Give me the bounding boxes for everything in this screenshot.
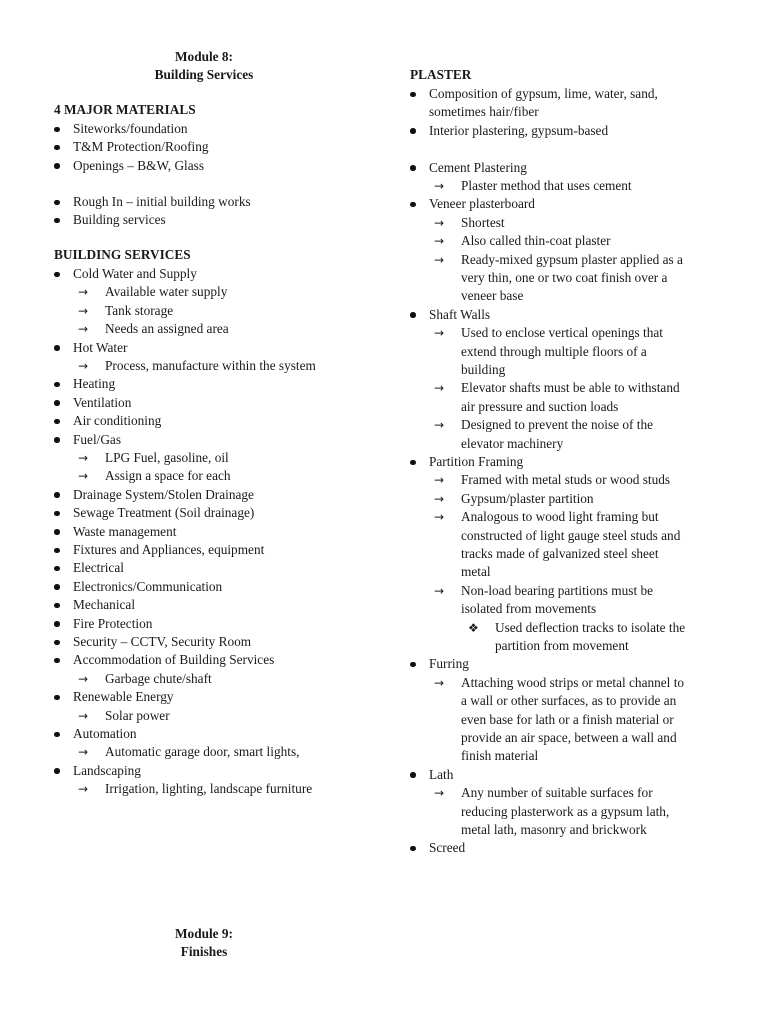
- module8-subtitle: Building Services: [154, 67, 254, 82]
- plaster-subitem-text: Attaching wood strips or metal channel to: [461, 674, 685, 690]
- bullet-icon: [54, 272, 60, 278]
- plaster-item-cont-text: sometimes hair/fiber: [429, 104, 539, 120]
- plaster-subitem-cont-text: veneer base: [461, 288, 524, 304]
- plaster-subitem-cont-text: extend through multiple floors of a: [461, 343, 647, 359]
- arrow-icon: →: [434, 215, 445, 230]
- plaster-subitem-cont-text: metal lath, masonry and brickwork: [461, 822, 647, 837]
- service-item-text: Security – CCTV, Security Room: [73, 634, 252, 649]
- plaster-subitem-text: Analogous to wood light framing but: [461, 509, 659, 525]
- bullet-icon: [54, 200, 60, 206]
- plaster-subitem-cont-text: elevator machinery: [461, 435, 564, 451]
- arrow-icon: →: [434, 418, 445, 433]
- bullet-icon: [54, 382, 60, 388]
- arrow-icon: →: [434, 326, 445, 341]
- building-services-heading: BUILDING SERVICES: [54, 247, 191, 262]
- plaster-item-text: Interior plastering, gypsum-based: [429, 122, 609, 138]
- service-subitem-text: Process, manufacture within the system: [105, 358, 316, 373]
- major-materials-heading: 4 MAJOR MATERIALS: [54, 102, 196, 117]
- service-item-text: Fuel/Gas: [73, 431, 122, 447]
- plaster-subsubitem-cont-text: partition from movement: [495, 638, 629, 653]
- bullet-icon: [54, 566, 60, 572]
- service-subitem-text: Tank storage: [105, 302, 174, 318]
- plaster-subitem-text: Designed to prevent the noise of the: [461, 417, 654, 433]
- service-item-text: Drainage System/Stolen Drainage: [73, 486, 254, 502]
- bullet-icon: [410, 202, 416, 208]
- bullet-icon: [54, 548, 60, 554]
- bullet-icon: [410, 846, 416, 852]
- service-item-text: Hot Water: [73, 339, 128, 355]
- service-subitem-text: Available water supply: [105, 284, 228, 300]
- major-material-item-text: Openings – B&W, Glass: [73, 157, 205, 173]
- plaster-subitem-cont-text: air pressure and suction loads: [461, 398, 619, 414]
- plaster-subsubitem-text: Used deflection tracks to isolate the: [495, 619, 686, 635]
- arrow-icon: →: [78, 285, 89, 300]
- plaster-subitem-text: Also called thin-coat plaster: [461, 233, 611, 249]
- arrow-icon: →: [434, 675, 445, 690]
- bullet-icon: [54, 732, 60, 738]
- plaster-subitem-text: Shortest: [461, 214, 505, 230]
- plaster-subitem-cont-text: provide an air space, between a wall and: [461, 730, 677, 745]
- plaster-subitem-cont-text: very thin, one or two coat finish over a: [461, 270, 668, 285]
- bullet-icon: [54, 603, 60, 609]
- plaster-heading: PLASTER: [410, 67, 472, 82]
- arrow-icon: →: [78, 745, 89, 760]
- bullet-icon: [54, 621, 60, 627]
- arrow-icon: →: [434, 473, 445, 488]
- bullet-icon: [410, 460, 416, 466]
- diamond-bullet-icon: ❖: [468, 620, 479, 635]
- arrow-icon: →: [78, 322, 89, 337]
- service-item-text: Electronics/Communication: [73, 578, 223, 594]
- arrow-icon: →: [434, 252, 445, 267]
- arrow-icon: →: [434, 381, 445, 396]
- service-subitem-text: Solar power: [105, 707, 170, 723]
- module8-title: Module 8:: [175, 49, 233, 64]
- bullet-icon: [54, 437, 60, 443]
- service-item-text: Fire Protection: [73, 615, 153, 631]
- arrow-icon: →: [434, 234, 445, 249]
- bullet-icon: [54, 127, 60, 133]
- bullet-icon: [54, 695, 60, 701]
- plaster-subitem-text: Any number of suitable surfaces for: [461, 785, 653, 801]
- arrow-icon: →: [434, 179, 445, 193]
- arrow-icon: →: [434, 491, 445, 506]
- bullet-icon: [54, 218, 60, 224]
- arrow-icon: →: [78, 469, 89, 484]
- bullet-icon: [410, 662, 416, 668]
- plaster-subitem-cont-text: even base for lath or a finish material or: [461, 711, 674, 727]
- service-item-text: Waste management: [73, 523, 177, 539]
- arrow-icon: →: [78, 671, 89, 686]
- plaster-item-text: Cement Plastering: [429, 159, 527, 175]
- plaster-subitem-text: Gypsum/plaster partition: [461, 490, 594, 506]
- arrow-icon: →: [78, 359, 89, 373]
- plaster-subitem-cont-text: constructed of light gauge steel studs and: [461, 527, 681, 543]
- service-item-text: Automation: [73, 726, 137, 741]
- module9-subtitle: Finishes: [180, 944, 228, 959]
- service-item-text: Fixtures and Appliances, equipment: [73, 542, 265, 557]
- service-subitem-text: Needs an assigned area: [105, 321, 229, 337]
- service-item-text: Heating: [73, 376, 116, 392]
- bullet-icon: [410, 165, 416, 171]
- service-item-text: Electrical: [73, 560, 124, 576]
- arrow-icon: →: [78, 708, 89, 723]
- bullet-icon: [54, 419, 60, 425]
- service-item-text: Ventilation: [73, 394, 132, 410]
- arrow-icon: →: [78, 451, 89, 465]
- overview-item-text: Building services: [73, 212, 166, 228]
- plaster-subitem-text: Framed with metal studs or wood studs: [461, 472, 671, 488]
- arrow-icon: →: [434, 583, 445, 598]
- service-subitem-text: Automatic garage door, smart lights,: [105, 744, 300, 760]
- bullet-icon: [54, 658, 60, 664]
- plaster-subitem-cont-text: isolated from movements: [461, 601, 597, 617]
- bullet-icon: [54, 640, 60, 646]
- module9-title: Module 9:: [175, 926, 233, 941]
- bullet-icon: [410, 128, 416, 134]
- plaster-subitem-cont-text: finish material: [461, 748, 539, 764]
- arrow-icon: →: [434, 510, 445, 525]
- plaster-item-text: Shaft Walls: [429, 306, 491, 322]
- service-item-text: Renewable Energy: [73, 689, 174, 705]
- service-subitem-text: Irrigation, lighting, landscape furniture: [105, 781, 313, 797]
- plaster-subitem-cont-text: tracks made of galvanized steel sheet: [461, 546, 659, 561]
- plaster-item-text: Lath: [429, 766, 454, 782]
- bullet-icon: [54, 145, 60, 151]
- plaster-subitem-text: Used to enclose vertical openings that: [461, 325, 663, 341]
- bullet-icon: [54, 511, 60, 517]
- arrow-icon: →: [78, 782, 89, 797]
- service-item-text: Accommodation of Building Services: [73, 652, 275, 668]
- major-material-item-text: Siteworks/foundation: [73, 121, 188, 136]
- bullet-icon: [54, 529, 60, 535]
- bullet-icon: [410, 772, 416, 778]
- bullet-icon: [54, 768, 60, 774]
- plaster-item-text: Veneer plasterboard: [429, 196, 535, 212]
- service-subitem-text: Garbage chute/shaft: [105, 670, 212, 686]
- plaster-subitem-text: Ready-mixed gypsum plaster applied as a: [461, 251, 683, 267]
- service-item-text: Air conditioning: [73, 413, 162, 429]
- service-subitem-text: Assign a space for each: [105, 468, 231, 484]
- plaster-item-text: Partition Framing: [429, 454, 524, 469]
- bullet-icon: [410, 312, 416, 318]
- bullet-icon: [54, 584, 60, 590]
- service-subitem-text: LPG Fuel, gasoline, oil: [105, 450, 229, 465]
- plaster-subitem-text: Plaster method that uses cement: [461, 178, 632, 193]
- major-material-item-text: T&M Protection/Roofing: [73, 139, 209, 155]
- service-item-text: Sewage Treatment (Soil drainage): [73, 505, 255, 521]
- plaster-item-text: Furring: [429, 656, 469, 672]
- plaster-subitem-cont-text: building: [461, 362, 506, 377]
- service-item-text: Landscaping: [73, 762, 141, 778]
- bullet-icon: [54, 345, 60, 351]
- plaster-item-text: Composition of gypsum, lime, water, sand,: [429, 86, 658, 101]
- bullet-icon: [54, 400, 60, 406]
- service-item-text: Mechanical: [73, 597, 136, 613]
- plaster-item-text: Screed: [429, 840, 466, 856]
- bullet-icon: [54, 492, 60, 498]
- plaster-subitem-cont-text: a wall or other surfaces, as to provide an: [461, 693, 677, 709]
- arrow-icon: →: [78, 303, 89, 318]
- overview-item-text: Rough In – initial building works: [73, 194, 251, 209]
- plaster-subitem-cont-text: metal: [461, 564, 491, 580]
- bullet-icon: [410, 92, 416, 98]
- arrow-icon: →: [434, 786, 445, 801]
- plaster-subitem-cont-text: reducing plasterwork as a gypsum lath,: [461, 803, 670, 819]
- plaster-subitem-text: Elevator shafts must be able to withstand: [461, 380, 680, 396]
- plaster-subitem-text: Non-load bearing partitions must be: [461, 582, 654, 598]
- bullet-icon: [54, 163, 60, 169]
- service-item-text: Cold Water and Supply: [73, 266, 197, 281]
